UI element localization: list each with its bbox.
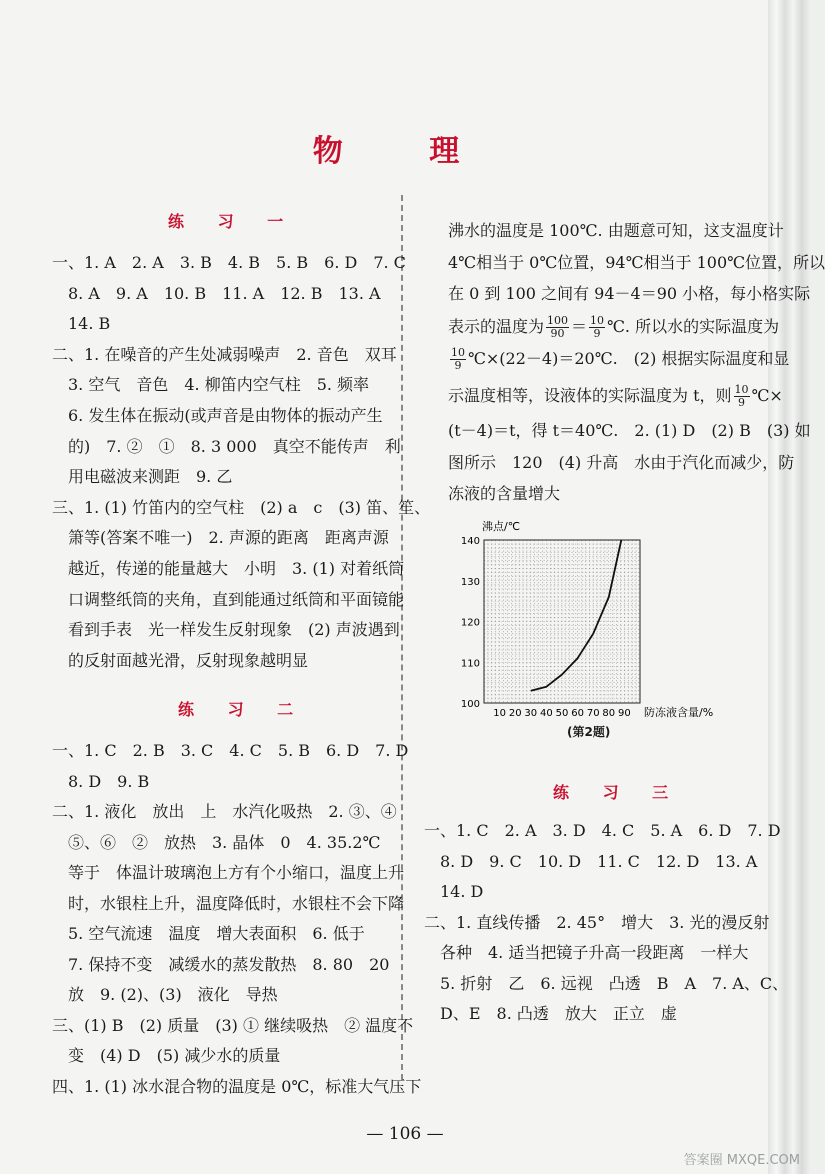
section-title-2: 练 习 二 — [178, 700, 308, 719]
answer-line: 沸水的温度是 100℃. 由题意可知，这支温度计 — [448, 221, 784, 240]
answer-line: 冻液的含量增大 — [448, 484, 561, 503]
chart-series — [531, 540, 622, 691]
answer-line: 放 9. (2)、(3) 液化 导热 — [52, 985, 278, 1004]
answer-line: 二、1. 液化 放出 上 水汽化吸热 2. ③、④ — [52, 802, 397, 821]
answer-line: 3. 空气 音色 4. 柳笛内空气柱 5. 频率 — [52, 375, 370, 395]
answer-line-fraction-1 — [448, 315, 779, 340]
column-divider — [401, 195, 403, 1080]
answer-line: ⑤、⑥ ② 放热 3. 晶体 0 4. 35.2℃ — [52, 832, 381, 852]
section-title-1: 练 习 一 — [168, 212, 298, 231]
answer-line: 等于 体温计玻璃泡上方有个小缩口，温度上升 — [52, 863, 405, 882]
denominator: 9 — [593, 327, 601, 340]
answer-line: 6. 发生体在振动(或声音是由物体的振动产生 — [52, 406, 383, 425]
fraction-10-9 — [734, 384, 750, 409]
answer-line: 5. 空气流速 温度 增大表面积 6. 低于 — [52, 924, 365, 943]
answer-line: D、E 8. 凸透 放大 正立 虚 — [424, 1004, 677, 1023]
page-number: — 106 — — [366, 1124, 444, 1144]
answer-line-fraction-2 — [448, 347, 789, 372]
x-tick-label: 40 — [540, 708, 553, 719]
y-tick-label: 130 — [460, 576, 480, 588]
answer-line: 的反射面越光滑，反射现象越明显 — [52, 650, 309, 670]
fraction-10-9 — [589, 315, 605, 340]
fraction-10-9 — [450, 347, 466, 372]
answer-line: 8. A 9. A 10. B 11. A 12. B 13. A — [52, 283, 381, 303]
answer-line: 时，水银柱上升，温度降低时，水银柱不会下降 — [52, 893, 405, 913]
chart-ticks — [461, 536, 631, 719]
x-tick-label: 80 — [602, 708, 616, 719]
numerator: 10 — [734, 383, 749, 396]
text: 示温度相等，设液体的实际温度为 t，则 — [448, 386, 732, 405]
answer-line: (t－4)＝t，得 t＝40℃. 2. (1) D (2) B (3) 如 — [448, 421, 811, 440]
x-tick-label: 70 — [586, 708, 600, 719]
section-title-3: 练 习 三 — [553, 783, 683, 802]
answer-line: 8. D 9. B — [52, 771, 150, 791]
answer-line: 四、1. (1) 冰水混合物的温度是 0℃，标准大气压下 — [52, 1076, 422, 1096]
answer-line: 8. D 9. C 10. D 11. C 12. D 13. A — [424, 851, 758, 871]
denominator: 9 — [738, 396, 746, 409]
answer-line: 图所示 120 (4) 升高 水由于汽化而减少，防 — [448, 452, 795, 472]
answer-line: 变 (4) D (5) 减少水的质量 — [52, 1046, 281, 1065]
y-tick-label: 140 — [460, 536, 480, 547]
text: ℃×(22－4)＝20℃. (2) 根据实际温度和显 — [468, 349, 790, 368]
text: 表示的温度为 — [448, 317, 545, 336]
y-tick-label: 100 — [460, 699, 480, 710]
answer-line: 看到手表 光一样发生反射现象 (2) 声波遇到 — [52, 620, 400, 640]
page-edge — [768, 0, 810, 1174]
x-tick-label: 90 — [618, 708, 631, 719]
text: ℃. 所以水的实际温度为 — [607, 317, 780, 336]
answer-line: 越近，传递的能量越大 小明 3. (1) 对着纸筒 — [52, 559, 405, 578]
text: ℃× — [751, 386, 783, 405]
answer-line: 三、(1) B (2) 质量 (3) ① 继续吸热 ② 温度不 — [52, 1015, 414, 1035]
y-axis-label: 沸点/℃ — [482, 520, 521, 533]
answer-line: 14. B — [52, 314, 111, 334]
boiling-point-chart — [444, 515, 714, 720]
answer-line: 的) 7. ② ① 8. 3 000 真空不能传声 利 — [52, 436, 401, 456]
answer-line: 在 0 到 100 之间有 94－4＝90 小格，每小格实际 — [448, 284, 811, 303]
answer-line: 口调整纸筒的夹角，直到能通过纸筒和平面镜能 — [52, 589, 405, 609]
numerator: 10 — [590, 314, 605, 327]
x-axis-label: 防冻液含量/% — [644, 706, 714, 719]
answer-line: 4℃相当于 0℃位置，94℃相当于 100℃位置，所以 — [448, 252, 825, 272]
answer-line: 三、1. (1) 竹笛内的空气柱 (2) a c (3) 笛、笙、 — [52, 497, 431, 517]
answer-line: 各种 4. 适当把镜子升高一段距离 一样大 — [424, 943, 749, 962]
answer-line-fraction-3 — [448, 384, 783, 409]
answer-line: 二、1. 在噪音的产生处减弱噪声 2. 音色 双耳 — [52, 344, 397, 364]
chart-caption: (第2题) — [567, 725, 611, 739]
y-tick-label: 120 — [460, 617, 480, 629]
x-tick-label: 20 — [508, 708, 522, 719]
answer-line: 二、1. 直线传播 2. 45° 增大 3. 光的漫反射 — [424, 912, 770, 932]
x-tick-label: 10 — [493, 708, 506, 719]
denominator: 90 — [550, 327, 565, 340]
answer-line: 用电磁波来测距 9. 乙 — [52, 467, 233, 487]
answer-line: 14. D — [424, 882, 484, 901]
numerator: 10 — [451, 346, 465, 359]
x-tick-label: 60 — [571, 708, 584, 719]
answer-line: 5. 折射 乙 6. 远视 凸透 B A 7. A、C、 — [424, 973, 789, 993]
y-tick-label: 110 — [460, 658, 480, 670]
x-tick-label: 30 — [524, 708, 538, 719]
numerator: 100 — [547, 314, 569, 327]
answer-line: 一、1. A 2. A 3. B 4. B 5. B 6. D 7. C — [52, 253, 406, 272]
fraction-100-90 — [546, 315, 569, 340]
answer-line: 箫等(答案不唯一) 2. 声源的距离 距离声源 — [52, 528, 389, 548]
answer-line: 7. 保持不变 减缓水的蒸发散热 8. 80 20 — [52, 954, 390, 974]
series-line — [531, 540, 622, 691]
page-title: 物 理 — [312, 134, 498, 169]
denominator: 9 — [454, 359, 462, 372]
watermark: 答案圈 MXQE.COM — [683, 1153, 800, 1168]
answer-line: 一、1. C 2. B 3. C 4. C 5. B 6. D 7. D — [52, 741, 409, 760]
text: ＝ — [571, 317, 588, 336]
x-tick-label: 50 — [555, 708, 569, 719]
answer-line: 一、1. C 2. A 3. D 4. C 5. A 6. D 7. D — [424, 821, 781, 840]
